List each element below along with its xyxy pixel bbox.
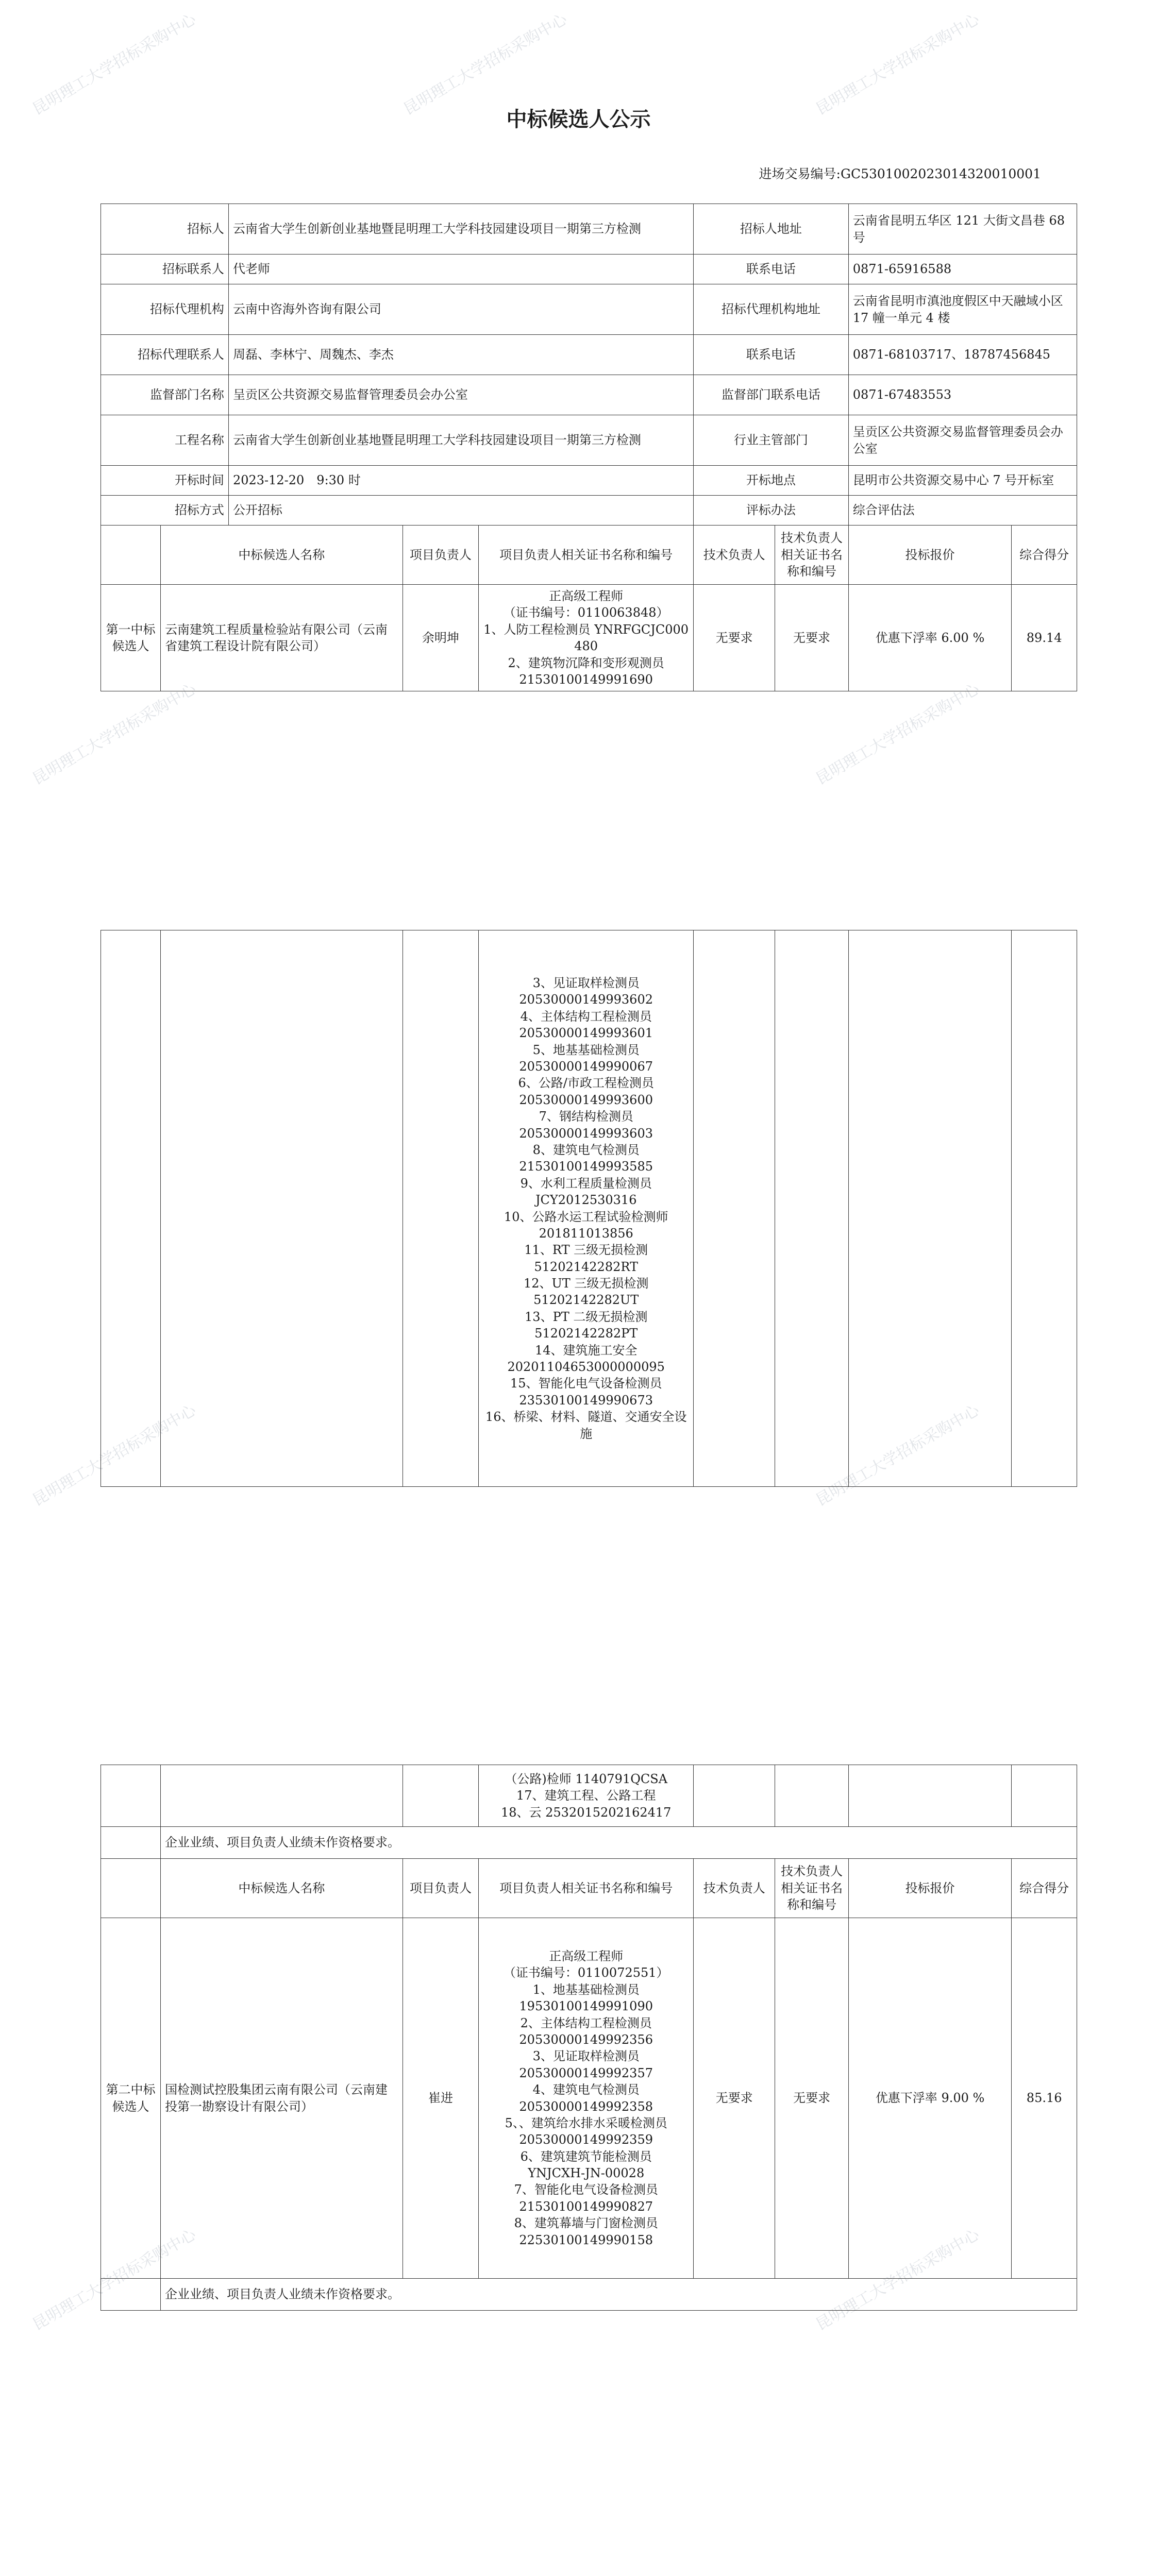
table-row: [101, 585, 1077, 691]
agency-contact: 周磊、李林宁、周魏杰、李杰: [228, 335, 693, 375]
watermark: 昆明理工大学招标采购中心: [29, 10, 199, 119]
tenderer-addr-label: 招标人地址: [694, 204, 849, 255]
candidate-tech: 无要求: [694, 1918, 775, 2279]
candidate-score: 85.16: [1012, 1918, 1077, 2279]
table-row: [101, 1918, 1077, 2279]
candidate-name: 国检测试控股集团云南有限公司（云南建投第一勘察设计有限公司）: [161, 1918, 403, 2279]
cert-line: 21530100149991690: [519, 672, 653, 687]
cert-line: 正高级工程师: [549, 589, 624, 603]
contact: 代老师: [228, 255, 693, 284]
col-tech: 技术负责人: [694, 526, 775, 585]
candidate-rank: 第一中标候选人: [101, 585, 161, 691]
agency-phone-label: 联系电话: [694, 335, 849, 375]
agency: 云南中咨海外咨询有限公司: [228, 284, 693, 335]
tenderer: 云南省大学生创新创业基地暨昆明理工大学科技园建设项目一期第三方检测: [228, 204, 693, 255]
candidate-score: 89.14: [1012, 585, 1077, 691]
candidate-tech-cert: 无要求: [775, 1918, 848, 2279]
cert-line: （证书编号：0110063848）: [503, 605, 669, 620]
watermark: 昆明理工大学招标采购中心: [813, 680, 983, 789]
candidate-manager: 余明坤: [403, 585, 479, 691]
info-table: [100, 204, 1077, 691]
agency-phone: 0871-68103717、18787456845: [848, 335, 1077, 375]
candidate-tech-cert: 无要求: [775, 585, 848, 691]
col-tech-cert: 技术负责人相关证书名称和编号: [775, 526, 848, 585]
open-place-label: 开标地点: [694, 466, 849, 496]
tenderer-addr: 云南省昆明五华区 121 大街文昌巷 68 号: [848, 204, 1077, 255]
candidate-cert: [479, 585, 694, 691]
phone: 0871-65916588: [848, 255, 1077, 284]
col-manager: 项目负责人: [403, 526, 479, 585]
cert-line: 2、建筑物沉降和变形观测员: [508, 655, 664, 670]
agency-label: 招标代理机构: [101, 284, 229, 335]
contact-label: 招标联系人: [101, 255, 229, 284]
watermark: 昆明理工大学招标采购中心: [29, 1401, 199, 1510]
trade-number: 进场交易编号:GC5301002023014320010001: [759, 166, 1041, 181]
candidate-rank: 第二中标候选人: [101, 1918, 161, 2279]
project-label: 工程名称: [101, 415, 229, 466]
project: 云南省大学生创新创业基地暨昆明理工大学科技园建设项目一期第三方检测: [228, 415, 693, 466]
table-row: [101, 1765, 1077, 1827]
candidate-cert-tail: （公路)检师 1140791QCSA 17、建筑工程、公路工程 18、云 2532015202162417: [479, 1765, 694, 1827]
watermark: 昆明理工大学招标采购中心: [400, 10, 571, 119]
watermark: 昆明理工大学招标采购中心: [29, 680, 199, 789]
column-header-row: 中标候选人名称 项目负责人 项目负责人相关证书名称和编号 技术负责人 技术负责人相关证书名称和编号 投标报价 综合得分: [101, 1859, 1077, 1918]
candidate-note: 企业业绩、项目负责人业绩未作资格要求。: [161, 2279, 1077, 2311]
agency-contact-label: 招标代理联系人: [101, 335, 229, 375]
candidate-cert-cont: 3、见证取样检测员 20530000149993602 4、主体结构工程检测员 20530000149993601 5、地基基础检测员 20530000149990067 6、公路/市政工程检测员 20530000149993600 7、钢结构检测员 20530000149993603 8、建筑电气检测员 21530100149993585 9、水利工程质量检测员 JCY2012530316 10、公路水运工程试验检测师 201811013856 11、RT 三级无损检测 51202142282RT 12、UT 三级无损检测 51202142282UT 13、PT 二级无损检测 51202142282PT 14、建筑施工安全 20201104653000000095 15、智能化电气设备检测员 23530100149990673 16、桥梁、材料、隧道、交通安全设施: [479, 930, 694, 1487]
agency-addr-label: 招标代理机构地址: [694, 284, 849, 335]
tenderer-label: 招标人: [101, 204, 229, 255]
candidate-manager: 崔进: [403, 1918, 479, 2279]
watermark: 昆明理工大学招标采购中心: [813, 2225, 983, 2334]
candidate-name: 云南建筑工程质量检验站有限公司（云南省建筑工程设计院有限公司）: [161, 585, 403, 691]
column-header-row: [101, 526, 1077, 585]
phone-label: 联系电话: [694, 255, 849, 284]
candidate-tech: 无要求: [694, 585, 775, 691]
open-time-label: 开标时间: [101, 466, 229, 496]
industry-label: 行业主管部门: [694, 415, 849, 466]
eval: 综合评估法: [848, 496, 1077, 526]
eval-label: 评标办法: [694, 496, 849, 526]
supervisor-label: 监督部门名称: [101, 375, 229, 415]
page-title: 中标候选人公示: [506, 108, 651, 131]
candidate-cert: 正高级工程师 （证书编号：0110072551） 1、地基基础检测员 19530100149991090 2、主体结构工程检测员 20530000149992356 3、见证取样检测员 20530000149992357 4、建筑电气检测员 20530000149992358 5、、建筑给水排水采暖检测员 20530000149992359 6、建筑建筑节能检测员 YNJCXH-JN-00028 7、智能化电气设备检测员 21530100149990827 8、建筑幕墙与门窗检测员 22530100149990158: [479, 1918, 694, 2279]
col-score: 综合得分: [1012, 526, 1077, 585]
supervisor-phone: 0871-67483553: [848, 375, 1077, 415]
open-time: 2023-12-20 9:30 时: [228, 466, 693, 496]
candidate-price: 优惠下浮率 6.00 %: [848, 585, 1012, 691]
method: 公开招标: [228, 496, 693, 526]
candidate-note: 企业业绩、项目负责人业绩未作资格要求。: [161, 1827, 1077, 1859]
watermark: 昆明理工大学招标采购中心: [813, 10, 983, 119]
agency-addr: 云南省昆明市滇池度假区中天融域小区 17 幢一单元 4 楼: [848, 284, 1077, 335]
supervisor: 呈贡区公共资源交易监督管理委员会办公室: [228, 375, 693, 415]
open-place: 昆明市公共资源交易中心 7 号开标室: [848, 466, 1077, 496]
continuation-table: [100, 930, 1077, 1487]
candidate-price: 优惠下浮率 9.00 %: [848, 1918, 1012, 2279]
watermark: 昆明理工大学招标采购中心: [29, 2225, 199, 2334]
supervisor-phone-label: 监督部门联系电话: [694, 375, 849, 415]
cert-line: 1、人防工程检测员 YNRFGCJC000480: [483, 622, 689, 654]
col-name: 中标候选人名称: [161, 526, 403, 585]
col-price: 投标报价: [848, 526, 1012, 585]
col-cert: 项目负责人相关证书名称和编号: [479, 526, 694, 585]
candidate-2-table: [100, 1765, 1077, 2311]
watermark: 昆明理工大学招标采购中心: [813, 1401, 983, 1510]
method-label: 招标方式: [101, 496, 229, 526]
table-row: [101, 930, 1077, 1487]
industry: 呈贡区公共资源交易监督管理委员会办公室: [848, 415, 1077, 466]
